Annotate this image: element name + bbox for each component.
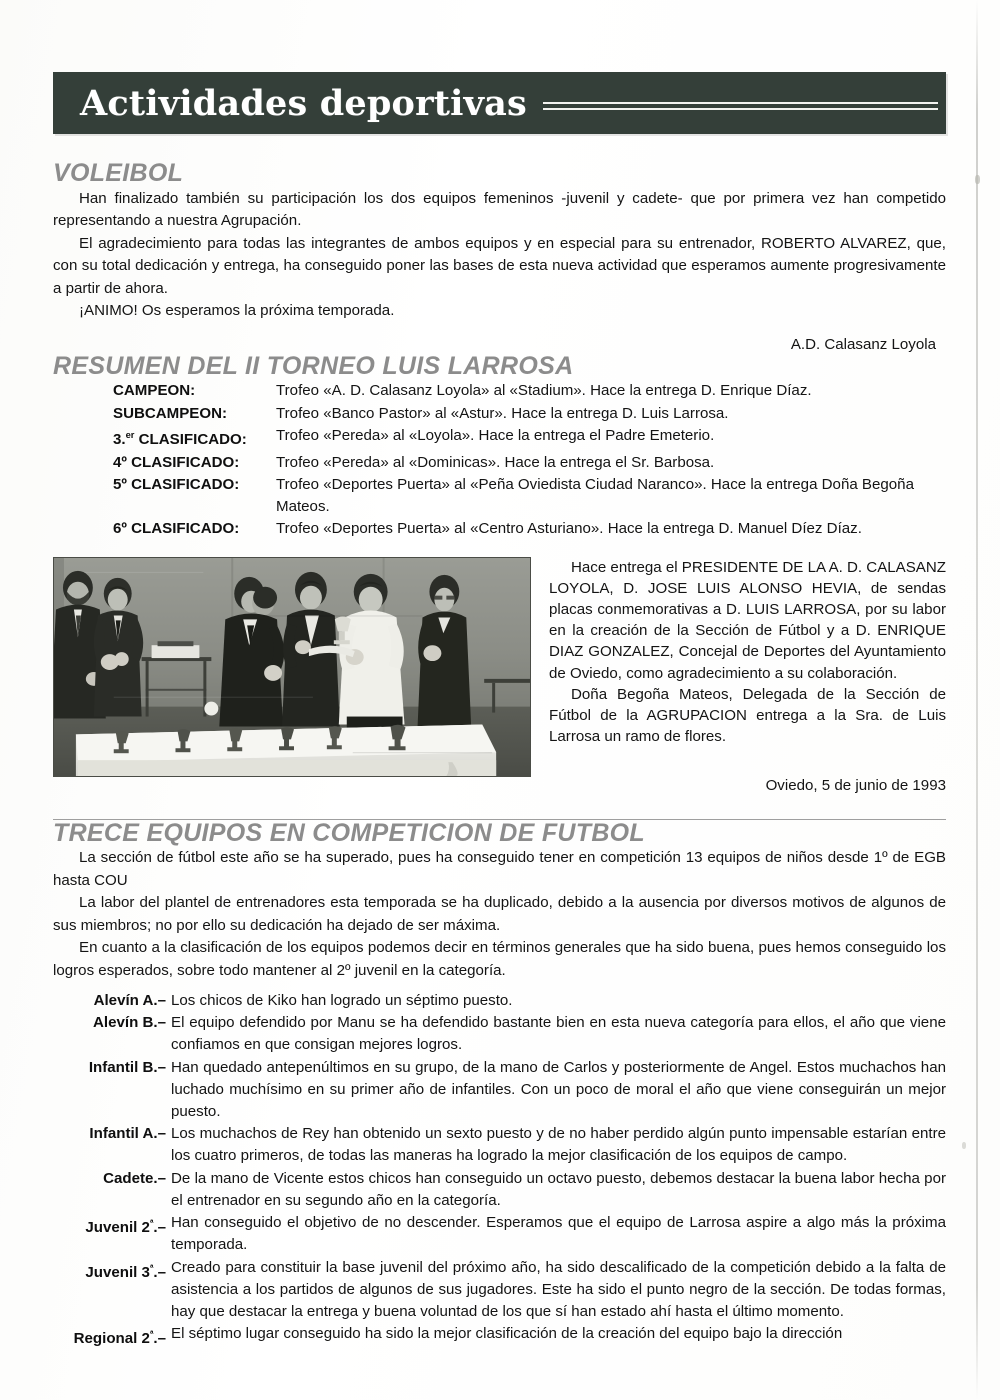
team-row	[53, 1123, 946, 1167]
scan-speck	[975, 175, 980, 184]
result-text: Trofeo «A. D. Calasanz Loyola» al «Stadium». Hace la entrega D. Enrique Díaz.	[276, 382, 812, 399]
result-row	[113, 425, 946, 451]
team-label: Infantil B.–	[88, 1058, 166, 1076]
team-row	[53, 990, 946, 1012]
team-label: Alevín A.–	[93, 992, 166, 1010]
result-label: CAMPEON:	[113, 382, 196, 399]
photo-and-caption-block	[53, 557, 946, 797]
caption-paragraph: Hace entrega el PRESIDENTE DE LA A. D. CALASANZ LOYOLA, D. JOSE LUIS ALONSO HEVIA, de sendas placas conmemorativas a D. LUIS LARROSA, por su labor en la creación de la Sección de Fútbol y a D. ENRIQUE DIAZ GONZALEZ, Concejal de Deportes del Ayuntamiento de Oviedo, como agradecimiento a su colaboración.	[549, 558, 946, 682]
team-row	[53, 1323, 946, 1350]
team-row	[53, 1168, 946, 1212]
result-text: Trofeo «Pereda» al «Loyola». Hace la entrega el Padre Emeterio.	[276, 427, 715, 444]
scan-edge-artifact	[976, 0, 978, 1400]
result-text: Trofeo «Banco Pastor» al «Astur». Hace la entrega D. Luis Larrosa.	[276, 404, 729, 422]
team-row	[53, 1212, 946, 1256]
teams-list	[53, 990, 946, 1350]
voleibol-paragraph: Han finalizado también su participación los dos equipos femeninos -juvenil y cadete- que por primera vez han competido representando a nuestra Agrupación.	[53, 189, 946, 229]
team-label: Alevín B.–	[93, 1014, 166, 1032]
team-row	[53, 1257, 946, 1324]
team-label: Infantil A.–	[89, 1125, 166, 1143]
team-text: De la mano de Vicente estos chicos han conseguido un octavo puesto, debemos destacar la buena labor hecha por el entrenador en su segundo año en la categoría.	[171, 1169, 946, 1209]
team-text: Han quedado antepenúltimos en su grupo, de la mano de Carlos y posteriormente de Angel. Estos muchachos han luchado muchísimo en su primer año de infantiles. Con un poco de moral el año que viene conseguirán un mejor puesto.	[171, 1058, 946, 1121]
ceremony-photograph	[53, 557, 531, 777]
result-label: 3.$^{er}$ CLASIFICADO:	[113, 430, 247, 449]
result-label: SUBCAMPEON:	[113, 404, 228, 422]
content-column	[53, 160, 946, 1350]
team-text: El séptimo lugar conseguido ha sido la mejor clasificación de la creación del equipo bajo la dirección	[171, 1325, 843, 1343]
result-text: Trofeo «Deportes Puerta» al «Centro Asturiano». Hace la entrega D. Manuel Díez Díaz.	[276, 520, 862, 538]
team-text: Los chicos de Kiko han logrado un séptimo puesto.	[171, 992, 513, 1010]
banner-title: Actividades deportivas	[80, 82, 527, 124]
result-row	[113, 474, 946, 517]
team-label: Regional $2^ª.-$	[73, 1329, 166, 1348]
page-banner	[53, 72, 946, 134]
result-row	[113, 518, 946, 540]
section-heading-futbol: TRECE EQUIPOS EN COMPETICION DE FUTBOL	[53, 818, 645, 847]
voleibol-signature: A.D. Calasanz Loyola	[790, 335, 936, 353]
futbol-paragraph: La sección de fútbol este año se ha superado, pues ha conseguido tener en competición 13 equipos de niños desde 1º de EGB hasta COU	[53, 849, 946, 889]
result-label: 4º CLASIFICADO:	[113, 453, 240, 471]
result-row	[113, 380, 946, 402]
team-text: Han conseguido el objetivo de no descender. Esperamos que el equipo de Larrosa aspire a algo más la próxima temporada.	[171, 1214, 946, 1254]
result-label: 5º CLASIFICADO:	[113, 476, 240, 494]
result-text: Trofeo «Pereda» al «Dominicas». Hace la entrega el Sr. Barbosa.	[276, 453, 715, 471]
section-divider	[53, 819, 946, 820]
team-row	[53, 1012, 946, 1056]
banner-double-rule-decoration	[543, 102, 938, 111]
team-row	[53, 1057, 946, 1124]
photo-caption	[549, 557, 946, 797]
team-text: Los muchachos de Rey han obtenido un sexto puesto y de no haber perdido algún punto impensable estarían entre los cuatro primeros, de todas las maneras ha logrado la mejor clasificación de los equipos de campo.	[171, 1125, 946, 1165]
result-text: Trofeo «Deportes Puerta» al «Peña Oviedista Ciudad Naranco». Hace la entrega Doña Begoña Mateos.	[276, 476, 914, 515]
futbol-paragraph: En cuanto a la clasificación de los equipos podemos decir en términos generales que ha sido buena, pues hemos conseguido los logros esperados, sobre todo mantener al 2º juvenil en la categoría.	[53, 939, 946, 979]
section-heading-voleibol: VOLEIBOL	[53, 159, 184, 187]
scan-speck	[962, 1142, 966, 1149]
caption-place-date: Oviedo, 5 de junio de 1993	[765, 777, 946, 795]
result-row	[113, 452, 946, 474]
team-text: El equipo defendido por Manu se ha defendido bastante bien en esta nueva categoría para ellos, el año que viene confiamos en que consigan mejores logros.	[171, 1014, 946, 1054]
team-text: Creado para constituir la base juvenil del próximo año, ha sido descalificado de la competición debido a la falta de asistencia a los partidos de algunos de sus jugadores. Este ha sido el punto negro de la sección. De todas formas, hay que destacar la entrega y buena voluntad de los que sí han estado ahí hasta el último momento.	[171, 1258, 946, 1320]
voleibol-paragraph: El agradecimiento para todas las integrantes de ambos equipos y en especial para su entrenador, ROBERTO ALVAREZ, que, con su total dedicación y entrega, ha conseguido poner las bases de esta nueva actividad que esperamos aumente progresivamente a partir de ahora.	[53, 234, 946, 297]
tournament-results-list	[113, 380, 946, 540]
result-row	[113, 403, 946, 425]
result-label: 6º CLASIFICADO:	[113, 520, 240, 538]
voleibol-paragraph: ¡ANIMO! Os esperamos la próxima temporada.	[79, 302, 395, 319]
team-label: Cadete.–	[103, 1169, 166, 1187]
futbol-paragraph: La labor del plantel de entrenadores esta temporada se ha duplicado, debido a la ausencia por diversos motivos de algunos de sus miembros; no por ello su dedicación ha dejado de ser máxima.	[53, 894, 946, 934]
section-heading-resumen-torneo: RESUMEN DEL II TORNEO LUIS LARROSA	[53, 351, 574, 380]
team-label: Juvenil $2^ª.-$	[85, 1218, 166, 1237]
caption-paragraph: Doña Begoña Mateos, Delegada de la Sección de Fútbol de la AGRUPACION entrega a la Sra. de Luis Larrosa un ramo de flores.	[549, 685, 946, 746]
photograph-graphic	[54, 558, 530, 776]
team-label: Juvenil $3^ª.-$	[85, 1262, 166, 1281]
